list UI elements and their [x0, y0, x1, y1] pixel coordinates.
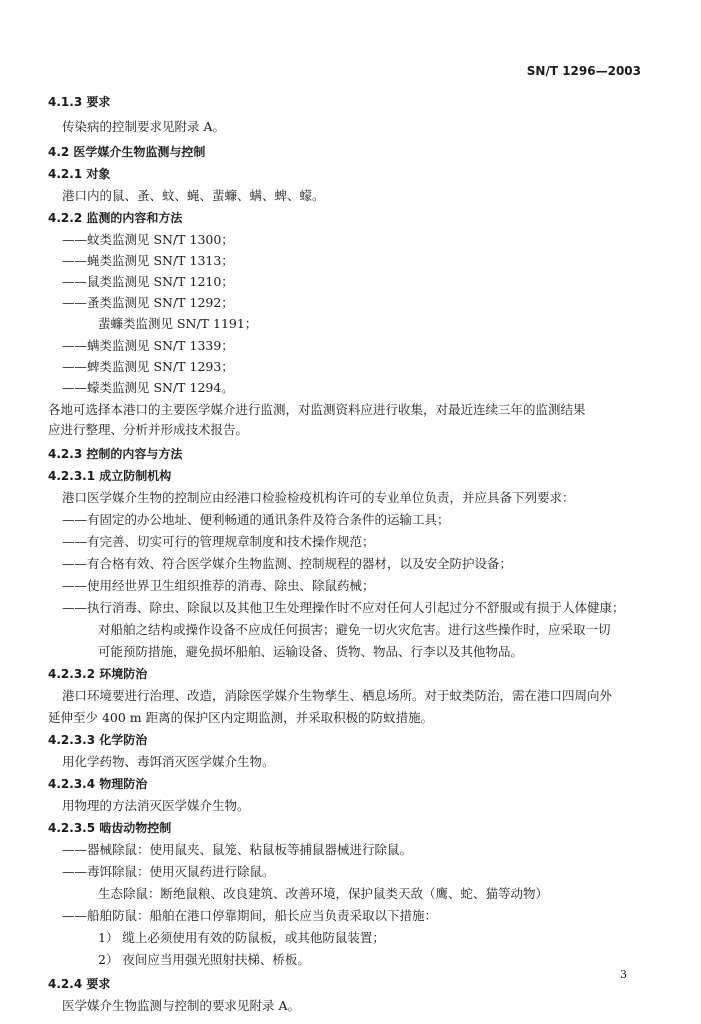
section-heading: 4.2.4 要求 — [48, 977, 111, 991]
list-item: ——蜱类监测见 SN/T 1293； — [62, 359, 234, 374]
list-item: ——蠓类监测见 SN/T 1294。 — [62, 380, 234, 395]
list-item: ——鼠类监测见 SN/T 1210； — [62, 274, 234, 289]
text-line: 延伸至少 400 m 距离的保护区内定期监测，并采取积极的防蚊措施。 — [48, 710, 434, 725]
section-heading: 4.2.1 对象 — [48, 167, 111, 181]
text-line: 港口内的鼠、蚤、蚊、蝇、蜚蠊、螨、蜱、蠓。 — [62, 188, 325, 203]
text-line: 对船舶之结构或操作设备不应成任何损害；避免一切火灾危害。进行这些操作时，应采取一切 — [98, 622, 611, 637]
section-heading: 4.2.3.2 环境防治 — [48, 667, 148, 681]
text-line: 用化学药物、毒饵消灭医学媒介生物。 — [62, 754, 275, 769]
text-line: 医学媒介生物监测与控制的要求见附录 A。 — [62, 998, 301, 1013]
text-line: 港口环境要进行治理、改造，消除医学媒介生物孳生、栖息场所。对于蚊类防治，需在港口四周向外 — [62, 688, 613, 703]
text-line: 各地可选择本港口的主要医学媒介进行监测，对监测资料应进行收集，对最近连续三年的监测结果 — [48, 402, 586, 417]
list-item: ——有固定的办公地址、便利畅通的通讯条件及符合条件的运输工具； — [62, 512, 450, 527]
section-heading: 4.2.3.1 成立防制机构 — [48, 469, 172, 483]
text-line: 应进行整理、分析并形成技术报告。 — [48, 422, 249, 437]
text-line: 可能预防措施，避免损坏船舶、运输设备、货物、物品、行李以及其他物品。 — [98, 644, 524, 659]
list-item: ——器械除鼠：使用鼠夹、鼠笼、粘鼠板等捕鼠器械进行除鼠。 — [62, 842, 413, 857]
list-item: ——蚤类监测见 SN/T 1292； — [62, 295, 234, 310]
list-item: ——蚊类监测见 SN/T 1300； — [62, 232, 234, 247]
list-item: ——毒饵除鼠：使用灭鼠药进行除鼠。 — [62, 864, 275, 879]
section-heading: 4.2.3.5 啮齿动物控制 — [48, 821, 172, 835]
list-item: ——执行消毒、除虫、除鼠以及其他卫生处理操作时不应对任何人引起过分不舒服或有损于人体健康； — [62, 600, 625, 615]
section-heading: 4.2.2 监测的内容和方法 — [48, 211, 183, 225]
list-item: ——船舶防鼠：船舶在港口停靠期间，船长应当负责采取以下措施： — [62, 908, 438, 923]
list-item: ——蝇类监测见 SN/T 1313； — [62, 253, 234, 268]
list-item: 1） 缆上必须使用有效的防鼠板，或其他防鼠装置； — [98, 930, 385, 945]
section-heading: 4.2 医学媒介生物监测与控制 — [48, 145, 206, 159]
standard-number: SN/T 1296—2003 — [526, 64, 641, 78]
page-number: 3 — [620, 968, 627, 981]
section-heading: 4.2.3.4 物理防治 — [48, 777, 148, 791]
section-heading: 4.2.3 控制的内容与方法 — [48, 447, 183, 461]
section-heading: 4.2.3.3 化学防治 — [48, 733, 148, 747]
list-item: ——有合格有效、符合医学媒介生物监测、控制规程的器材，以及安全防护设备； — [62, 556, 513, 571]
list-item: ——有完善、切实可行的管理规章制度和技术操作规范； — [62, 534, 375, 549]
text-line: 港口医学媒介生物的控制应由经港口检验检疫机构许可的专业单位负责，并应具备下列要求： — [62, 490, 575, 505]
list-item: ——使用经世界卫生组织推荐的消毒、除虫、除鼠药械； — [62, 578, 375, 593]
section-heading: 4.1.3 要求 — [48, 95, 111, 109]
list-item: 2） 夜间应当用强光照射扶梯、桥板。 — [98, 952, 310, 967]
list-item: 蜚蠊类监测见 SN/T 1191； — [98, 316, 258, 331]
list-item: ——螨类监测见 SN/T 1339； — [62, 338, 234, 353]
list-item: 生态除鼠：断绝鼠粮、改良建筑、改善环境，保护鼠类天敌（鹰、蛇、猫等动物） — [98, 886, 549, 901]
text-line: 用物理的方法消灭医学媒介生物。 — [62, 798, 250, 813]
text-line: 传染病的控制要求见附录 A。 — [62, 119, 226, 134]
